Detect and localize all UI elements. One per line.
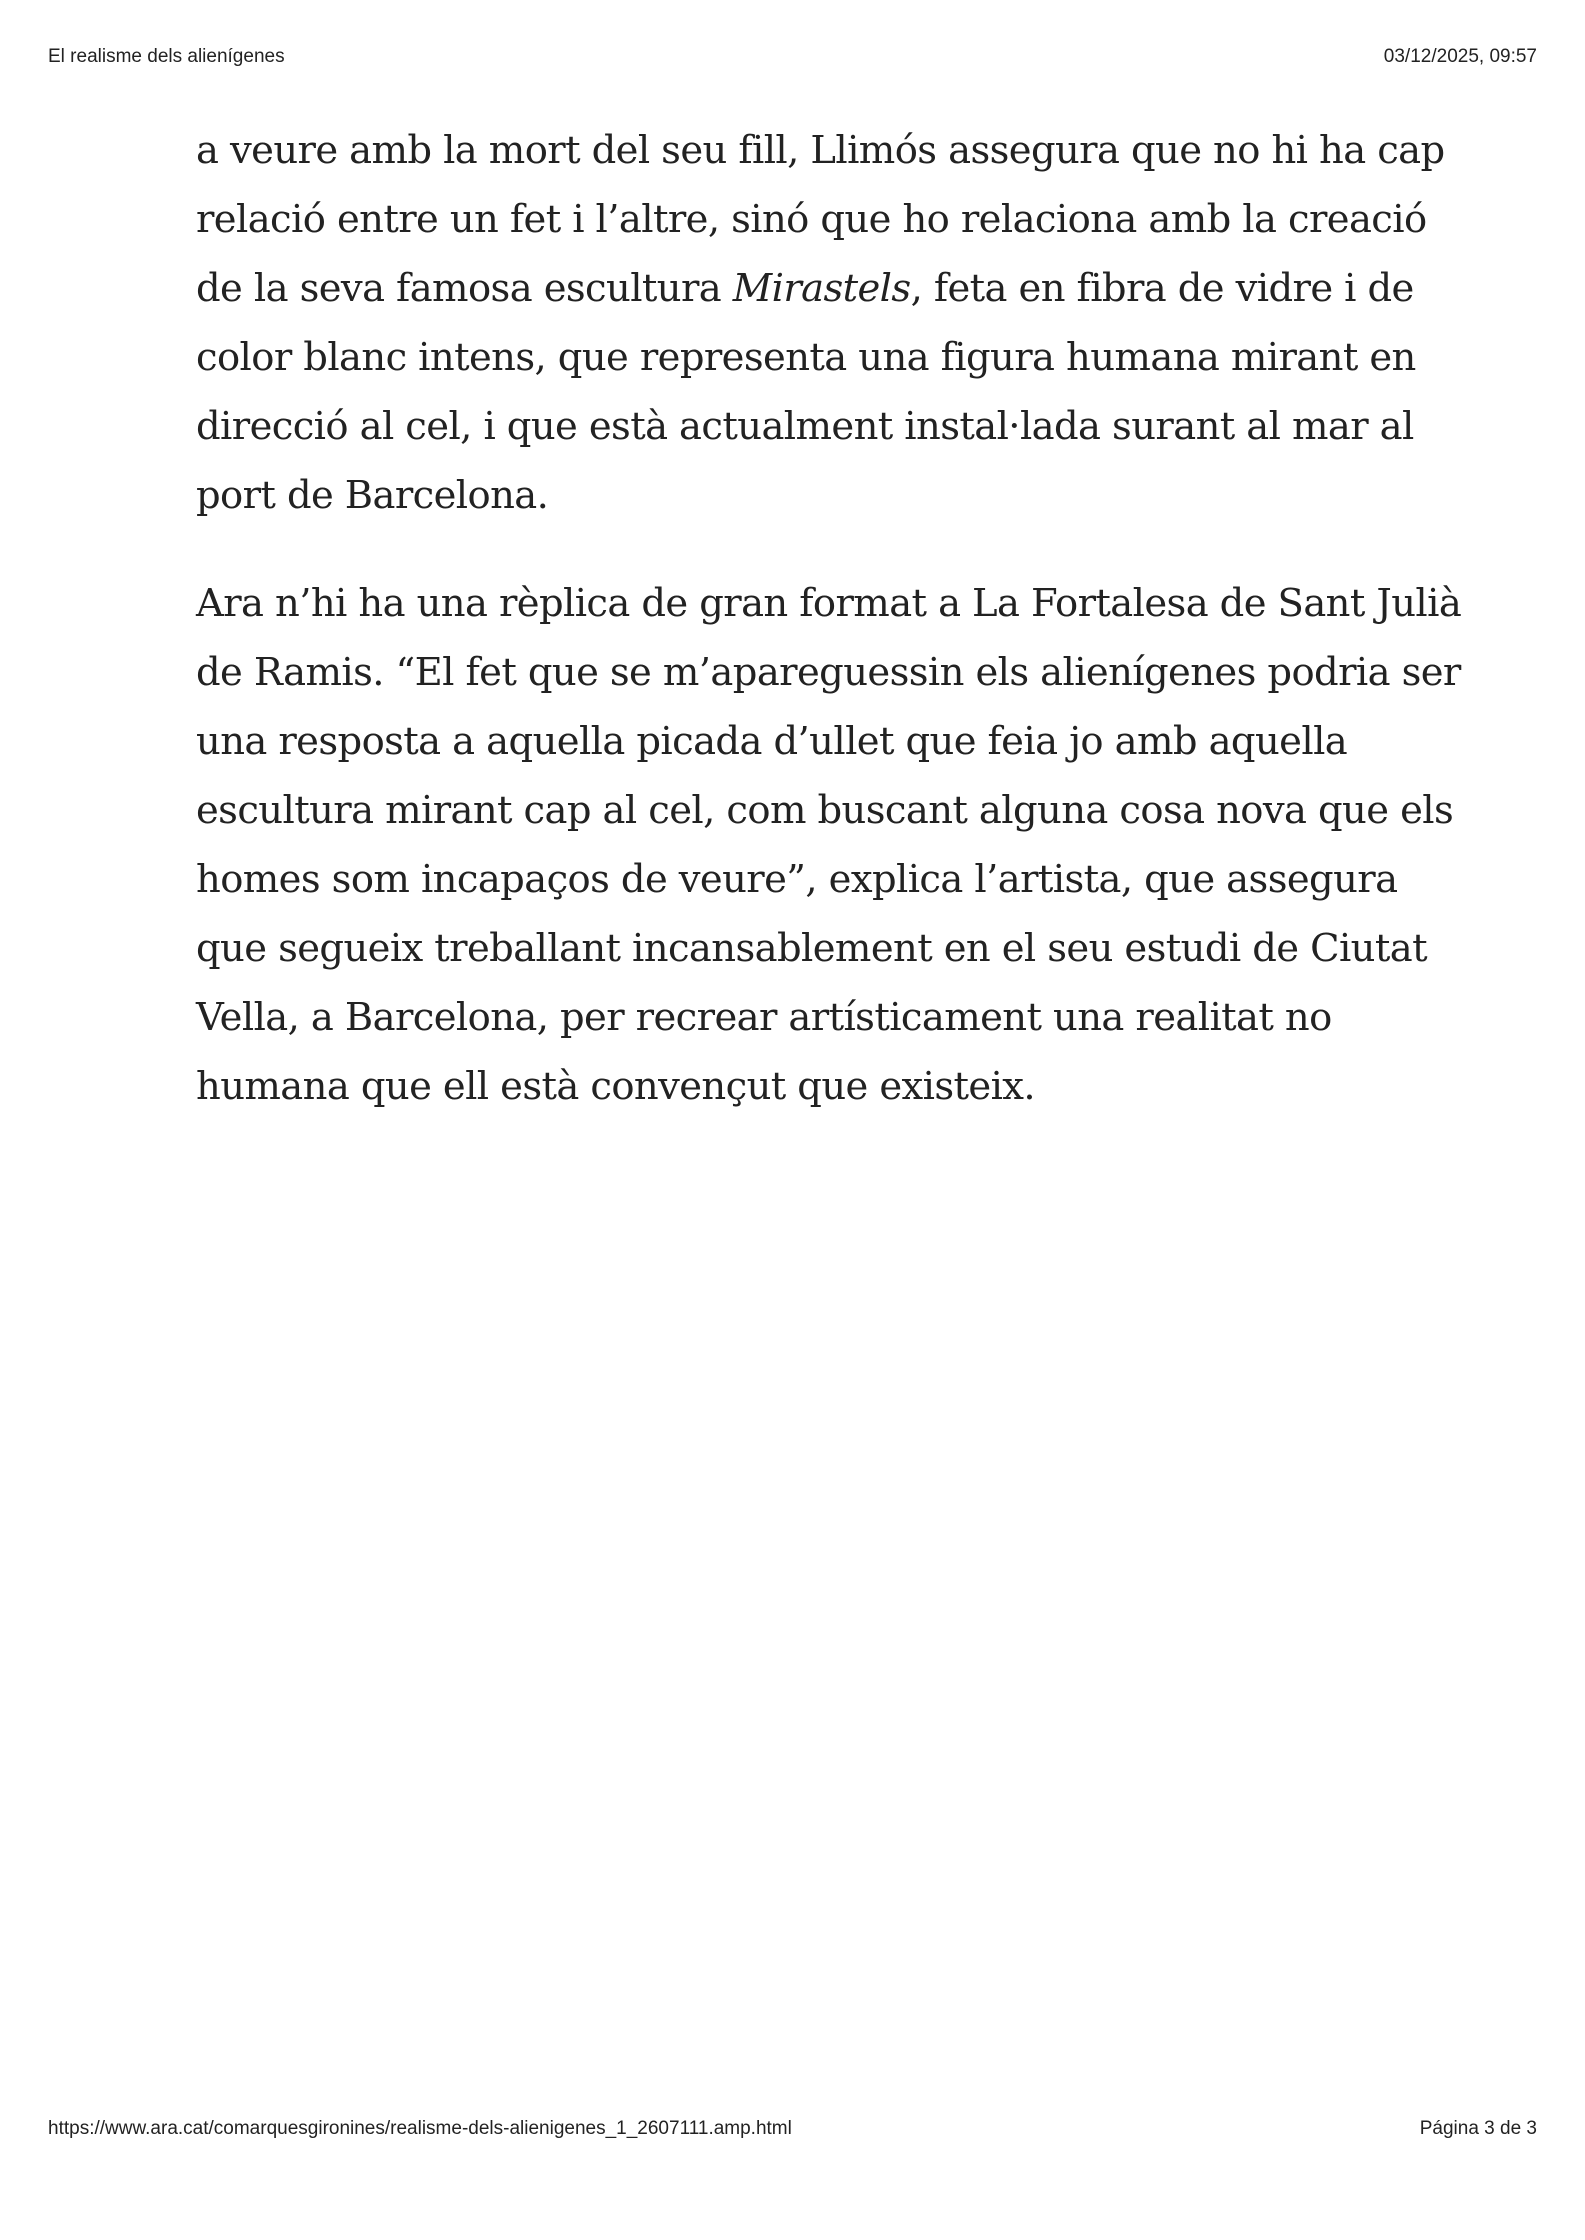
text-line: de Ramis. “El fet que se m’apareguessin els alienígenes podria ser [196,650,1461,695]
text-line: relació entre un fet i l’altre, sinó que ho relaciona amb la creació [196,197,1427,242]
print-datetime: 03/12/2025, 09:57 [1383,46,1537,67]
print-header [48,46,1537,68]
text-line: una resposta a aquella picada d’ullet que feia jo amb aquella [196,719,1348,764]
text-run: , feta en fibra de vidre i de [910,266,1414,311]
text-line: Ara n’hi ha una rèplica de gran format a La Fortalesa de Sant Julià [196,581,1462,626]
text-run: de la seva famosa escultura [196,266,733,311]
print-footer [48,2118,1537,2140]
text-line: homes som incapaços de veure”, explica l’artista, que assegura [196,857,1398,902]
article-body [196,116,1462,1121]
page-title: El realisme dels alienígenes [48,46,285,67]
text-line: color blanc intens, que representa una figura humana mirant en [196,335,1416,380]
text-line: escultura mirant cap al cel, com buscant alguna cosa nova que els [196,788,1454,833]
text-line: humana que ell està convençut que existeix. [196,1064,1036,1109]
artwork-title: Mirastels [732,266,911,311]
text-line [196,254,1416,323]
paragraph [196,116,1445,530]
source-url: https://www.ara.cat/comarquesgironines/realisme-dels-alienigenes_1_2607111.amp.html [48,2118,792,2139]
paragraph [196,569,1462,1121]
text-line: Vella, a Barcelona, per recrear artísticament una realitat no [196,995,1332,1040]
text-line: direcció al cel, i que està actualment instal·lada surant al mar al [196,404,1414,449]
text-line: que segueix treballant incansablement en el seu estudi de Ciutat [196,926,1427,971]
page-number: Página 3 de 3 [1419,2118,1537,2139]
text-line: a veure amb la mort del seu fill, Llimós assegura que no hi ha cap [196,128,1445,173]
text-line: port de Barcelona. [196,473,549,518]
